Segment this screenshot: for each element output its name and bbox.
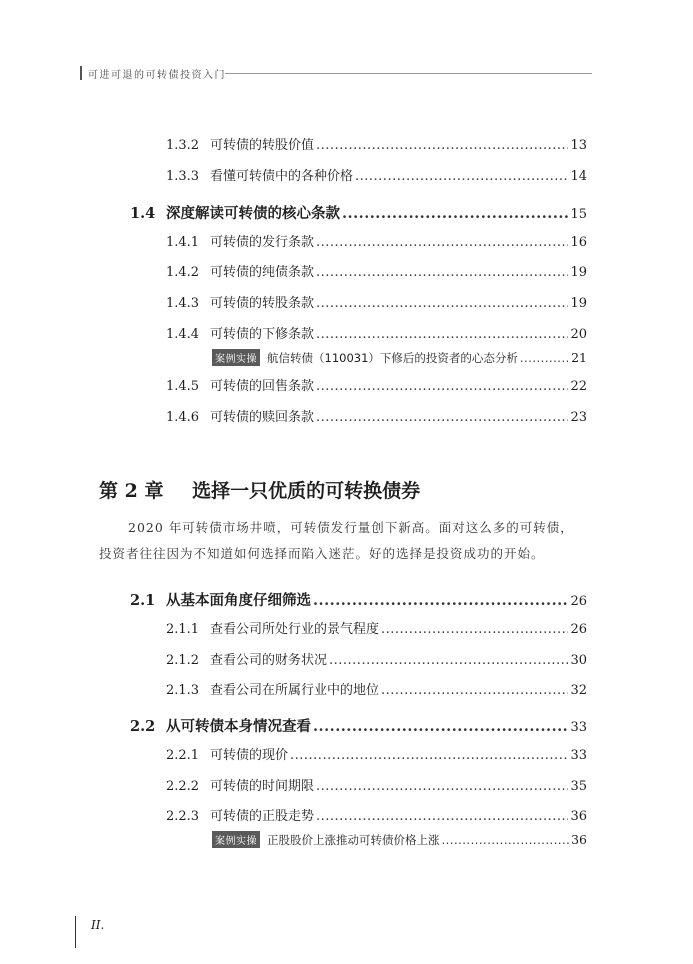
toc-entry[interactable] (166, 134, 587, 154)
toc-leader (316, 809, 568, 824)
toc-page: 20 (570, 327, 587, 342)
toc-leader (316, 235, 568, 250)
toc-entry[interactable] (166, 165, 587, 185)
toc-page: 19 (570, 265, 587, 280)
toc-number: 2.1.1 (166, 622, 200, 637)
toc-page: 35 (570, 779, 587, 794)
toc-leader (316, 327, 568, 342)
toc-number: 2.1.3 (166, 683, 200, 698)
chapter-intro-line: 投资者往往因为不知道如何选择而陷入迷茫。好的选择是投资成功的开始。 (99, 546, 545, 561)
toc-title: 可转债的赎回条款 (210, 410, 315, 425)
toc-case-entry[interactable] (212, 831, 587, 849)
toc-number: 1.4 (130, 205, 156, 222)
toc-page: 33 (570, 720, 587, 735)
toc-leader (290, 748, 568, 763)
toc-page: 23 (570, 410, 587, 425)
toc-number: 1.4.1 (166, 235, 200, 250)
toc-title: 可转债的转股条款 (210, 296, 315, 311)
toc-entry[interactable] (166, 679, 587, 699)
header-bar (80, 66, 82, 80)
toc-number: 1.4.4 (166, 327, 200, 342)
chapter-intro-line: 2020 年可转债市场井喷，可转债发行量创下新高。面对这么多的可转债， (128, 520, 574, 535)
toc-title: 从基本面角度仔细筛选 (166, 592, 311, 609)
book-title: 可进可退的可转债投资入门 (88, 70, 226, 81)
toc-page: 21 (571, 350, 587, 365)
toc-page: 26 (570, 594, 587, 609)
toc-entry[interactable] (166, 744, 587, 764)
chapter-label: 第 2 章 (99, 480, 164, 502)
toc-number: 1.4.3 (166, 296, 200, 311)
toc-case-entry[interactable] (212, 349, 587, 367)
toc-leader (342, 205, 568, 222)
toc-leader (316, 410, 568, 425)
toc-number: 1.4.5 (166, 379, 200, 394)
chapter-heading[interactable] (99, 476, 420, 503)
toc-entry[interactable] (166, 406, 587, 426)
toc-section[interactable] (130, 715, 587, 737)
toc-entry[interactable] (166, 618, 587, 638)
case-badge: 案例实操 (212, 831, 260, 848)
toc-page: 36 (570, 809, 587, 824)
toc-title: 可转债的转股价值 (210, 138, 315, 153)
toc-leader (355, 169, 568, 184)
chapter-title: 选择一只优质的可转换债券 (192, 480, 421, 502)
page-number: II. (91, 918, 105, 932)
toc-number: 2.1.2 (166, 653, 200, 668)
toc-number: 1.4.2 (166, 265, 200, 280)
toc-page: 19 (570, 296, 587, 311)
toc-title: 查看公司在所属行业中的地位 (210, 683, 380, 698)
toc-title: 深度解读可转债的核心条款 (166, 205, 340, 222)
toc-entry[interactable] (166, 775, 587, 795)
running-header (80, 64, 592, 82)
toc-page: 32 (570, 683, 587, 698)
toc-leader (381, 683, 568, 698)
toc-leader (316, 779, 568, 794)
toc-title: 可转债的现价 (210, 748, 289, 763)
toc-page: 33 (570, 748, 587, 763)
toc-entry[interactable] (166, 292, 587, 312)
toc-leader (442, 833, 570, 847)
toc-number: 2.2.1 (166, 748, 200, 763)
toc-title: 查看公司所处行业的景气程度 (210, 622, 380, 637)
toc-leader (316, 138, 568, 153)
toc-number: 1.3.2 (166, 138, 200, 153)
toc-page: 36 (571, 832, 587, 847)
toc-number: 2.1 (130, 592, 156, 609)
footer-bar (75, 916, 76, 948)
toc-entry[interactable] (166, 231, 587, 251)
toc-entry[interactable] (166, 805, 587, 825)
toc-entry[interactable] (166, 323, 587, 343)
toc-section[interactable] (130, 202, 587, 224)
toc-number: 2.2.3 (166, 809, 200, 824)
toc-leader (329, 653, 568, 668)
toc-page: 26 (570, 622, 587, 637)
toc-title: 从可转债本身情况查看 (166, 718, 311, 735)
toc-number: 2.2.2 (166, 779, 200, 794)
toc-number: 2.2 (130, 718, 156, 735)
toc-title: 可转债的纯债条款 (210, 265, 315, 280)
toc-leader (381, 622, 568, 637)
toc-leader (316, 379, 568, 394)
toc-title: 可转债的下修条款 (210, 327, 315, 342)
toc-title: 查看公司的财务状况 (210, 653, 328, 668)
toc-page: 13 (570, 138, 587, 153)
toc-leader (316, 265, 568, 280)
toc-leader (313, 718, 568, 735)
toc-title: 可转债的回售条款 (210, 379, 315, 394)
toc-page: 22 (570, 379, 587, 394)
toc-leader (520, 351, 569, 365)
case-badge: 案例实操 (212, 349, 260, 366)
toc-page: 14 (570, 169, 587, 184)
toc-number: 1.3.3 (166, 169, 200, 184)
toc-page: 30 (570, 653, 587, 668)
toc-section[interactable] (130, 589, 587, 611)
toc-page: 16 (570, 235, 587, 250)
toc-number: 1.4.6 (166, 410, 200, 425)
toc-page: 15 (570, 207, 587, 222)
toc-entry[interactable] (166, 649, 587, 669)
toc-title: 可转债的发行条款 (210, 235, 315, 250)
header-rule (225, 73, 592, 74)
toc-leader (316, 296, 568, 311)
toc-title: 航信转债（110031）下修后的投资者的心态分析 (267, 351, 518, 365)
toc-title: 可转债的时间期限 (210, 779, 315, 794)
toc-title: 正股股价上涨推动可转债价格上涨 (267, 833, 440, 847)
toc-title: 看懂可转债中的各种价格 (210, 169, 354, 184)
toc-entry[interactable] (166, 261, 587, 281)
toc-title: 可转债的正股走势 (210, 809, 315, 824)
toc-leader (313, 592, 568, 609)
toc-entry[interactable] (166, 375, 587, 395)
